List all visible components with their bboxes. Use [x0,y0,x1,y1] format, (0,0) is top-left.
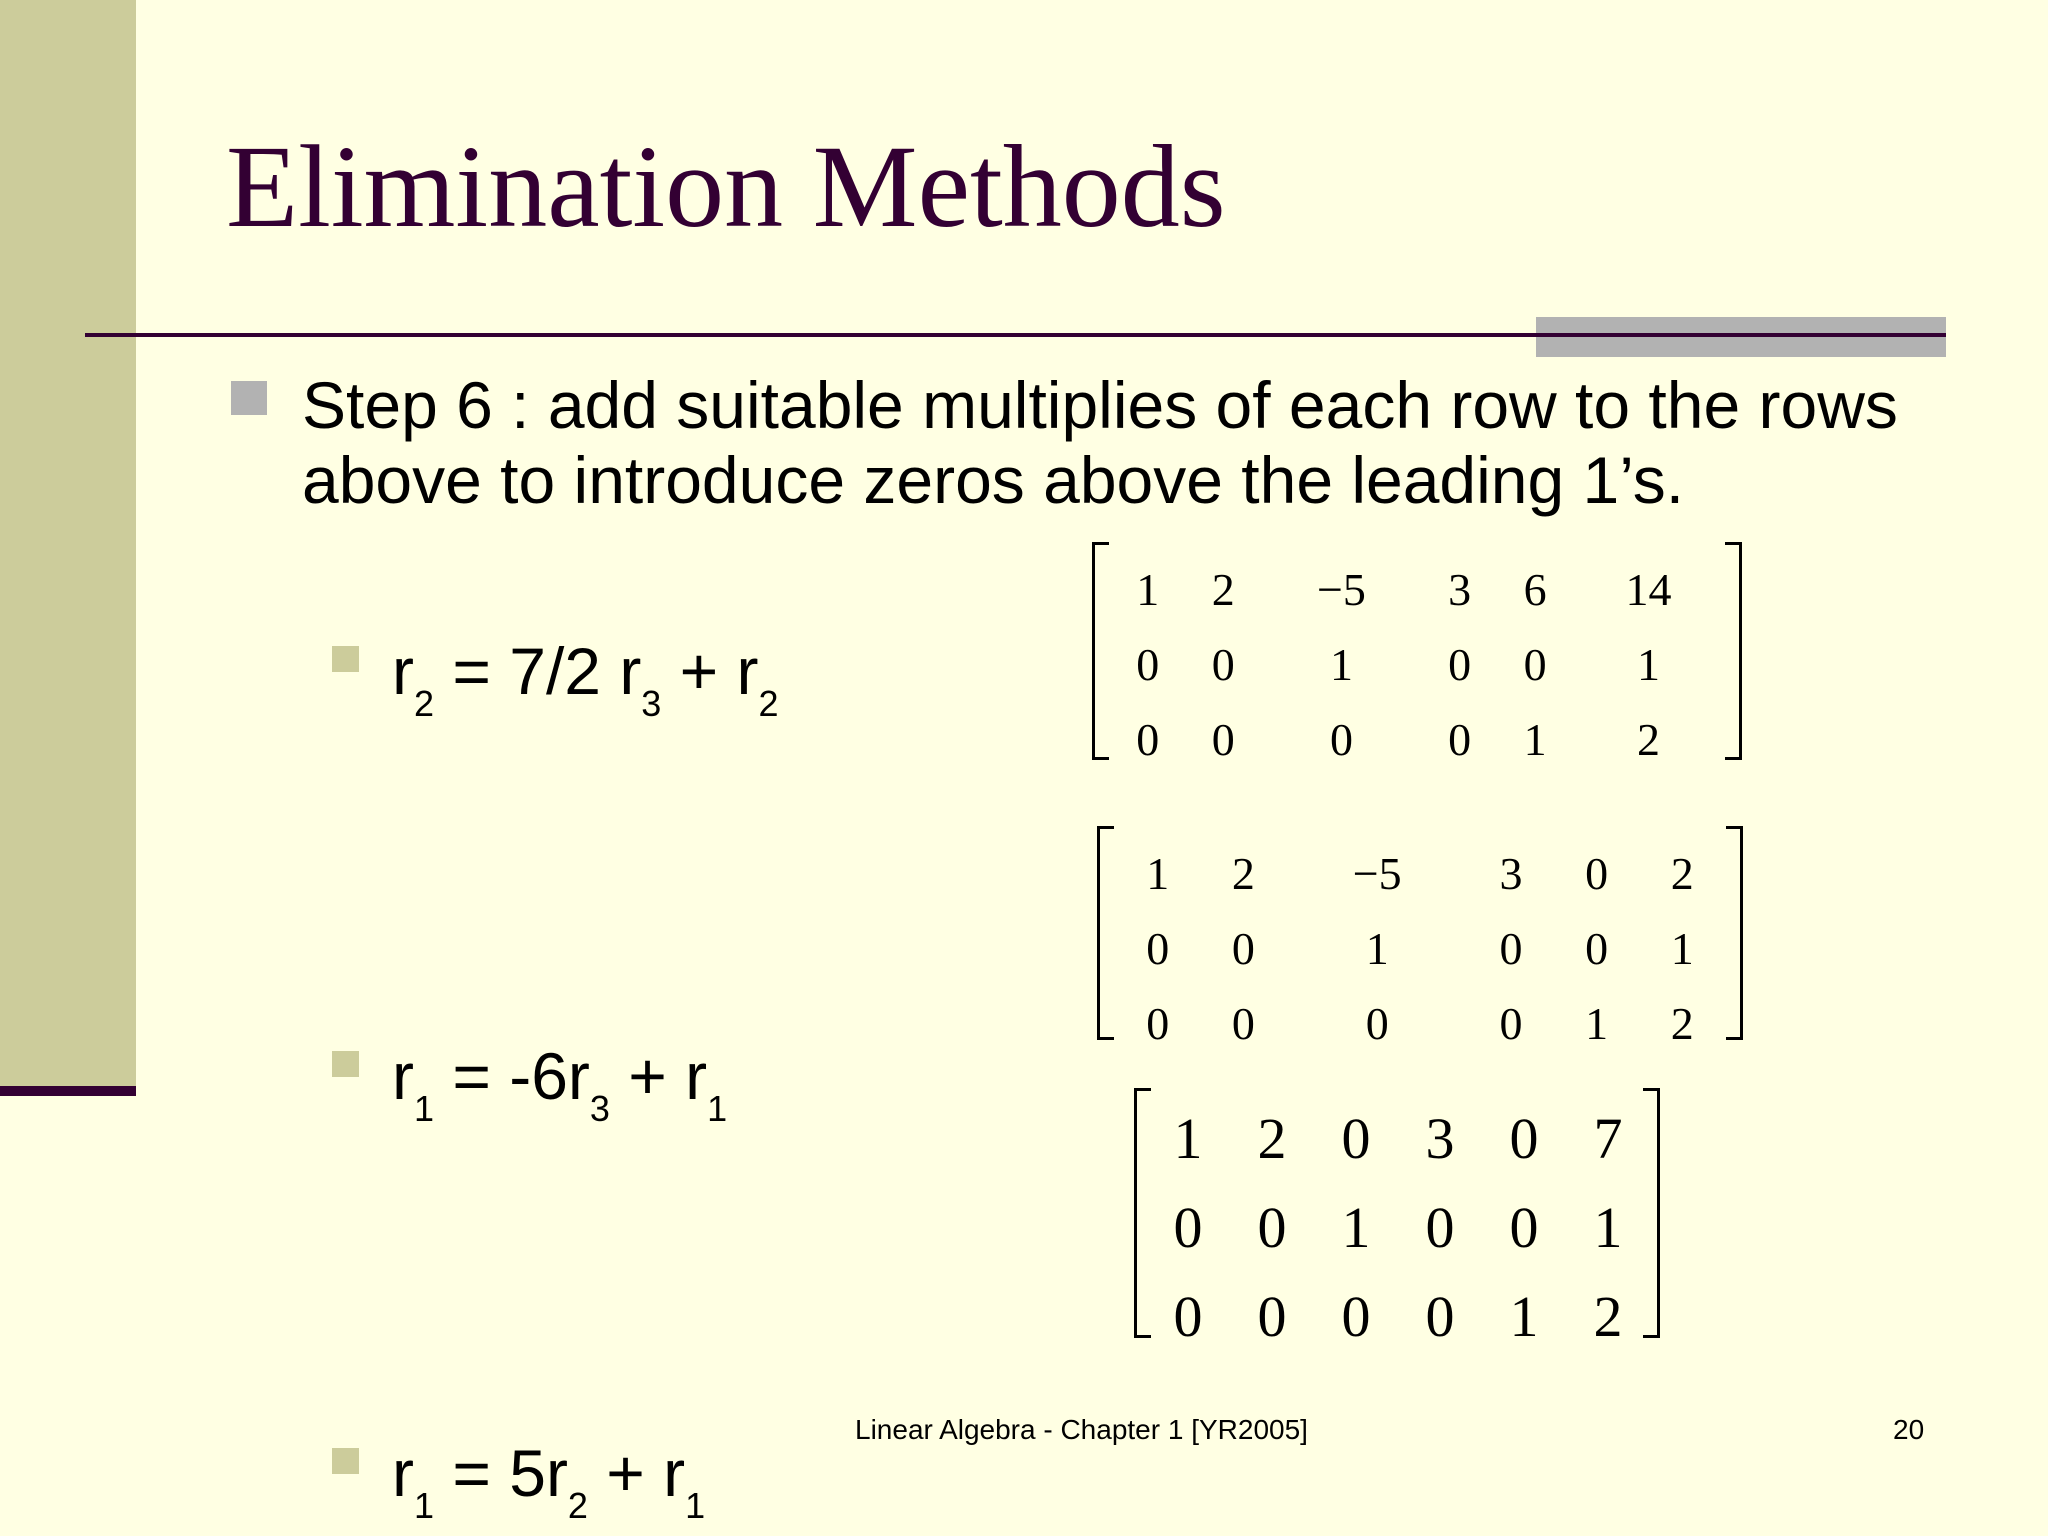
left-bracket [1092,542,1109,760]
matrix-cell: 0 [1211,639,1235,690]
matrix-cell: 1 [1670,923,1694,974]
matrix-cell: 0 [1365,998,1389,1049]
matrix-row [1110,552,1724,627]
matrix-cell: 2 [1670,848,1694,899]
matrix-cell: 0 [1146,998,1170,1049]
matrix-cell: 0 [1585,923,1609,974]
matrix-cell: 0 [1173,1195,1203,1260]
matrix-cell: 0 [1257,1284,1287,1349]
matrix-cell: 1 [1509,1284,1539,1349]
matrix-cell: 2 [1257,1106,1287,1171]
matrix-cell: 1 [1523,714,1547,765]
matrix-cell: 0 [1136,714,1160,765]
footer-text: Linear Algebra - Chapter 1 [YR2005] [855,1414,1308,1445]
matrix-cell: 0 [1211,714,1235,765]
matrix-cell: 3 [1448,564,1472,615]
matrix-row [1115,911,1725,986]
matrix-cell: 0 [1341,1284,1371,1349]
matrix-cell: 6 [1523,564,1547,615]
matrix-cell: 0 [1146,923,1170,974]
matrix-cell: 0 [1499,923,1523,974]
matrix-cell: 0 [1585,848,1609,899]
matrix-row [1115,986,1725,1061]
matrix-3 [1134,1088,1660,1349]
matrix-cell: 0 [1231,923,1255,974]
matrix-cell: 1 [1636,639,1660,690]
matrix-cell: 14 [1625,564,1672,615]
matrix-cell: 1 [1329,639,1353,690]
matrix-cell: 1 [1593,1195,1623,1260]
matrix-2 [1097,826,1743,1049]
page-number: 20 [1893,1414,1925,1445]
title-rule-line [1536,333,1946,337]
sub-bullet-icon [332,1051,359,1077]
matrix-cell: 1 [1341,1195,1371,1260]
matrix-cell: 3 [1499,848,1523,899]
matrix-cell: 1 [1173,1106,1203,1171]
matrix-cell: 0 [1341,1106,1371,1171]
matrix-cell: 7 [1593,1106,1623,1171]
matrix-row [1110,627,1724,702]
matrix-cell: 2 [1593,1284,1623,1349]
right-bracket [1725,542,1742,760]
row-operation-text: $r_2 = 7/2$ $r_3 + r_2$ [392,634,779,724]
matrix-cell: 2 [1231,848,1255,899]
matrix-cell: 0 [1231,998,1255,1049]
matrix-row [1110,702,1724,777]
matrix-cell: 0 [1257,1195,1287,1260]
matrix-cell: 1 [1136,564,1160,615]
matrix-cell: 0 [1509,1195,1539,1260]
matrix-cell: 0 [1425,1284,1455,1349]
matrix-row [1146,1094,1650,1183]
row-operation-text: $r_1 = 5r_2 + r_1$ [392,1436,706,1526]
matrix-cell: 0 [1509,1106,1539,1171]
matrix-row [1146,1272,1650,1361]
matrix-cell: 3 [1425,1106,1455,1171]
left-decor-accent [0,1086,136,1096]
step-description: Step 6 : add suitable multiplies of each row to the rows above to introduce zeros above the leading 1’s. [302,368,1898,517]
matrix-cell: −5 [1352,848,1402,899]
matrix-cell: 0 [1448,714,1472,765]
matrix-row [1115,836,1725,911]
matrix-cell: 1 [1146,848,1170,899]
matrix-cell: 0 [1499,998,1523,1049]
matrix-row [1146,1183,1650,1272]
matrix-cell: 1 [1365,923,1389,974]
matrix-cell: 2 [1670,998,1694,1049]
matrix-cell: 2 [1211,564,1235,615]
left-bracket [1097,826,1114,1040]
slide-title: Elimination Methods [226,121,1226,252]
matrix-cell: 1 [1585,998,1609,1049]
left-decor-bar [0,0,136,1086]
matrix-cell: −5 [1316,564,1366,615]
matrix-cell: 0 [1329,714,1353,765]
matrix-cell: 0 [1173,1284,1203,1349]
matrix-1 [1092,542,1742,765]
matrix-cell: 0 [1136,639,1160,690]
matrix-cell: 2 [1636,714,1660,765]
row-operation-text: $r_1 = -6r_3 + r_1$ [392,1039,728,1129]
matrix-cell: 0 [1523,639,1547,690]
right-bracket [1726,826,1743,1040]
matrix-cell: 0 [1448,639,1472,690]
sub-bullet-icon [332,646,359,672]
bullet-square-icon [231,381,267,415]
title-rule-accent [1536,317,1946,357]
sub-bullet-icon [332,1448,359,1474]
matrix-cell: 0 [1425,1195,1455,1260]
